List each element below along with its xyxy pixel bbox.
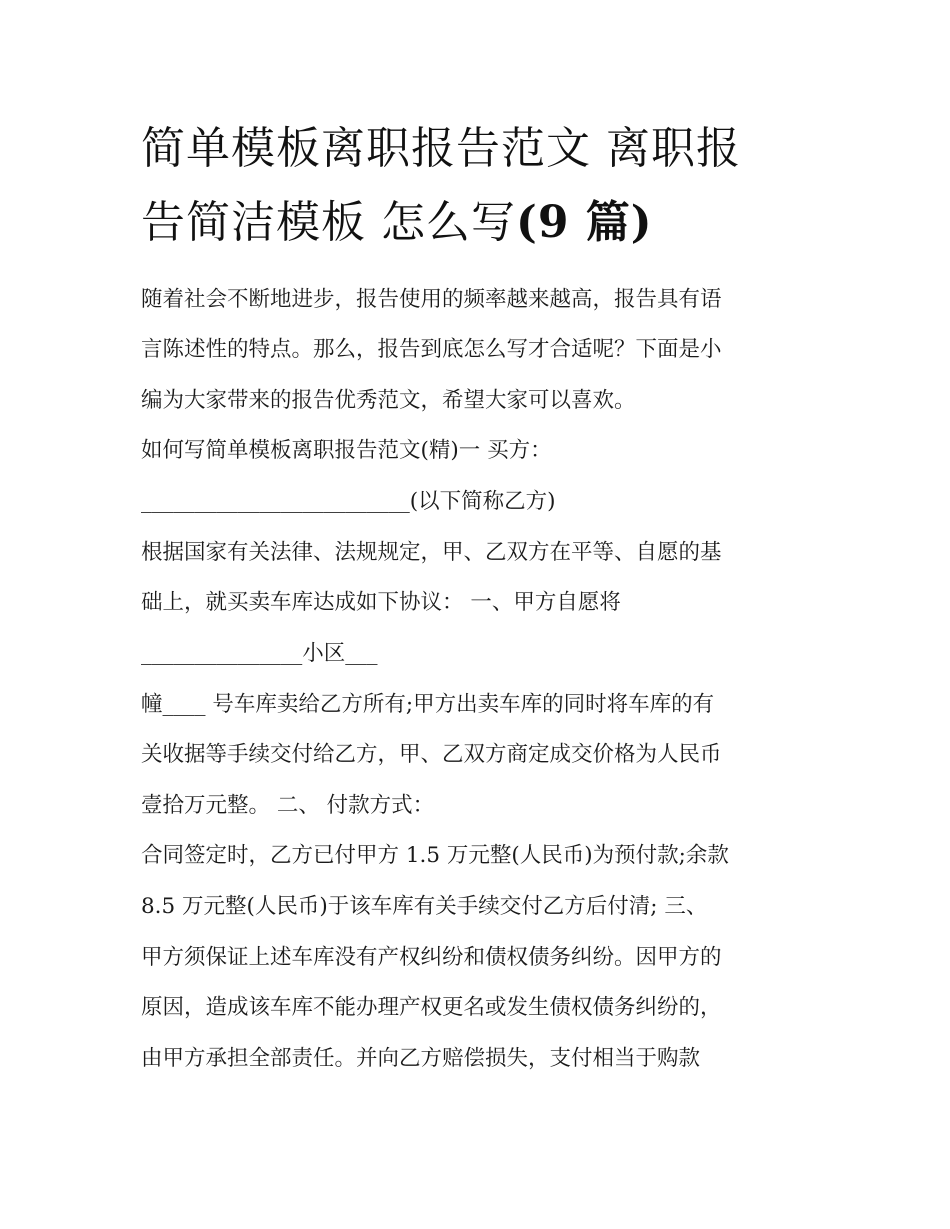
body-line-2: 言陈述性的特点。那么，报告到底怎么写才合适呢？下面是小 bbox=[141, 337, 722, 362]
title-line-1: 简单模板离职报告范文 离职报 bbox=[141, 123, 741, 174]
body-line-16: 由甲方承担全部责任。并向乙方赔偿损失，支付相当于购款 bbox=[141, 1046, 701, 1071]
body-line-15: 原因，造成该车库不能办理产权更名或发生债权债务纠纷的， bbox=[141, 995, 722, 1020]
body-line-7: 础上，就买卖车库达成如下协议： 一、甲方自愿将 bbox=[141, 590, 621, 615]
body-line-3: 编为大家带来的报告优秀范文，希望大家可以喜欢。 bbox=[141, 388, 636, 413]
title-count: (9 篇) bbox=[516, 197, 653, 248]
body-line-11: 壹拾万元整。 二、 付款方式： bbox=[141, 793, 435, 818]
body-line-8: _______________小区___ bbox=[141, 641, 378, 666]
body-line-6: 根据国家有关法律、法规规定，甲、乙双方在平等、自愿的基 bbox=[141, 540, 722, 565]
body-line-13: 8.5 万元整(人民币)于该车库有关手续交付乙方后付清; 三、 bbox=[141, 894, 708, 919]
body-line-1: 随着社会不断地进步，报告使用的频率越来越高，报告具有语 bbox=[141, 287, 722, 312]
body-line-14: 甲方须保证上述车库没有产权纠纷和债权债务纠纷。因甲方的 bbox=[141, 945, 722, 970]
title-line-2: 告简洁模板 怎么写 bbox=[141, 197, 516, 248]
body-line-9: 幢____ 号车库卖给乙方所有;甲方出卖车库的同时将车库的有 bbox=[141, 692, 715, 717]
body-line-12: 合同签定时，乙方已付甲方 1.5 万元整(人民币)为预付款;余款 bbox=[141, 843, 729, 868]
body-line-4: 如何写简单模板离职报告范文(精)一 买方： bbox=[141, 438, 552, 463]
body-line-10: 关收据等手续交付给乙方，甲、乙双方商定成交价格为人民币 bbox=[141, 742, 722, 767]
body-line-5: _________________________(以下简称乙方) bbox=[141, 489, 556, 514]
document-title bbox=[141, 112, 821, 260]
